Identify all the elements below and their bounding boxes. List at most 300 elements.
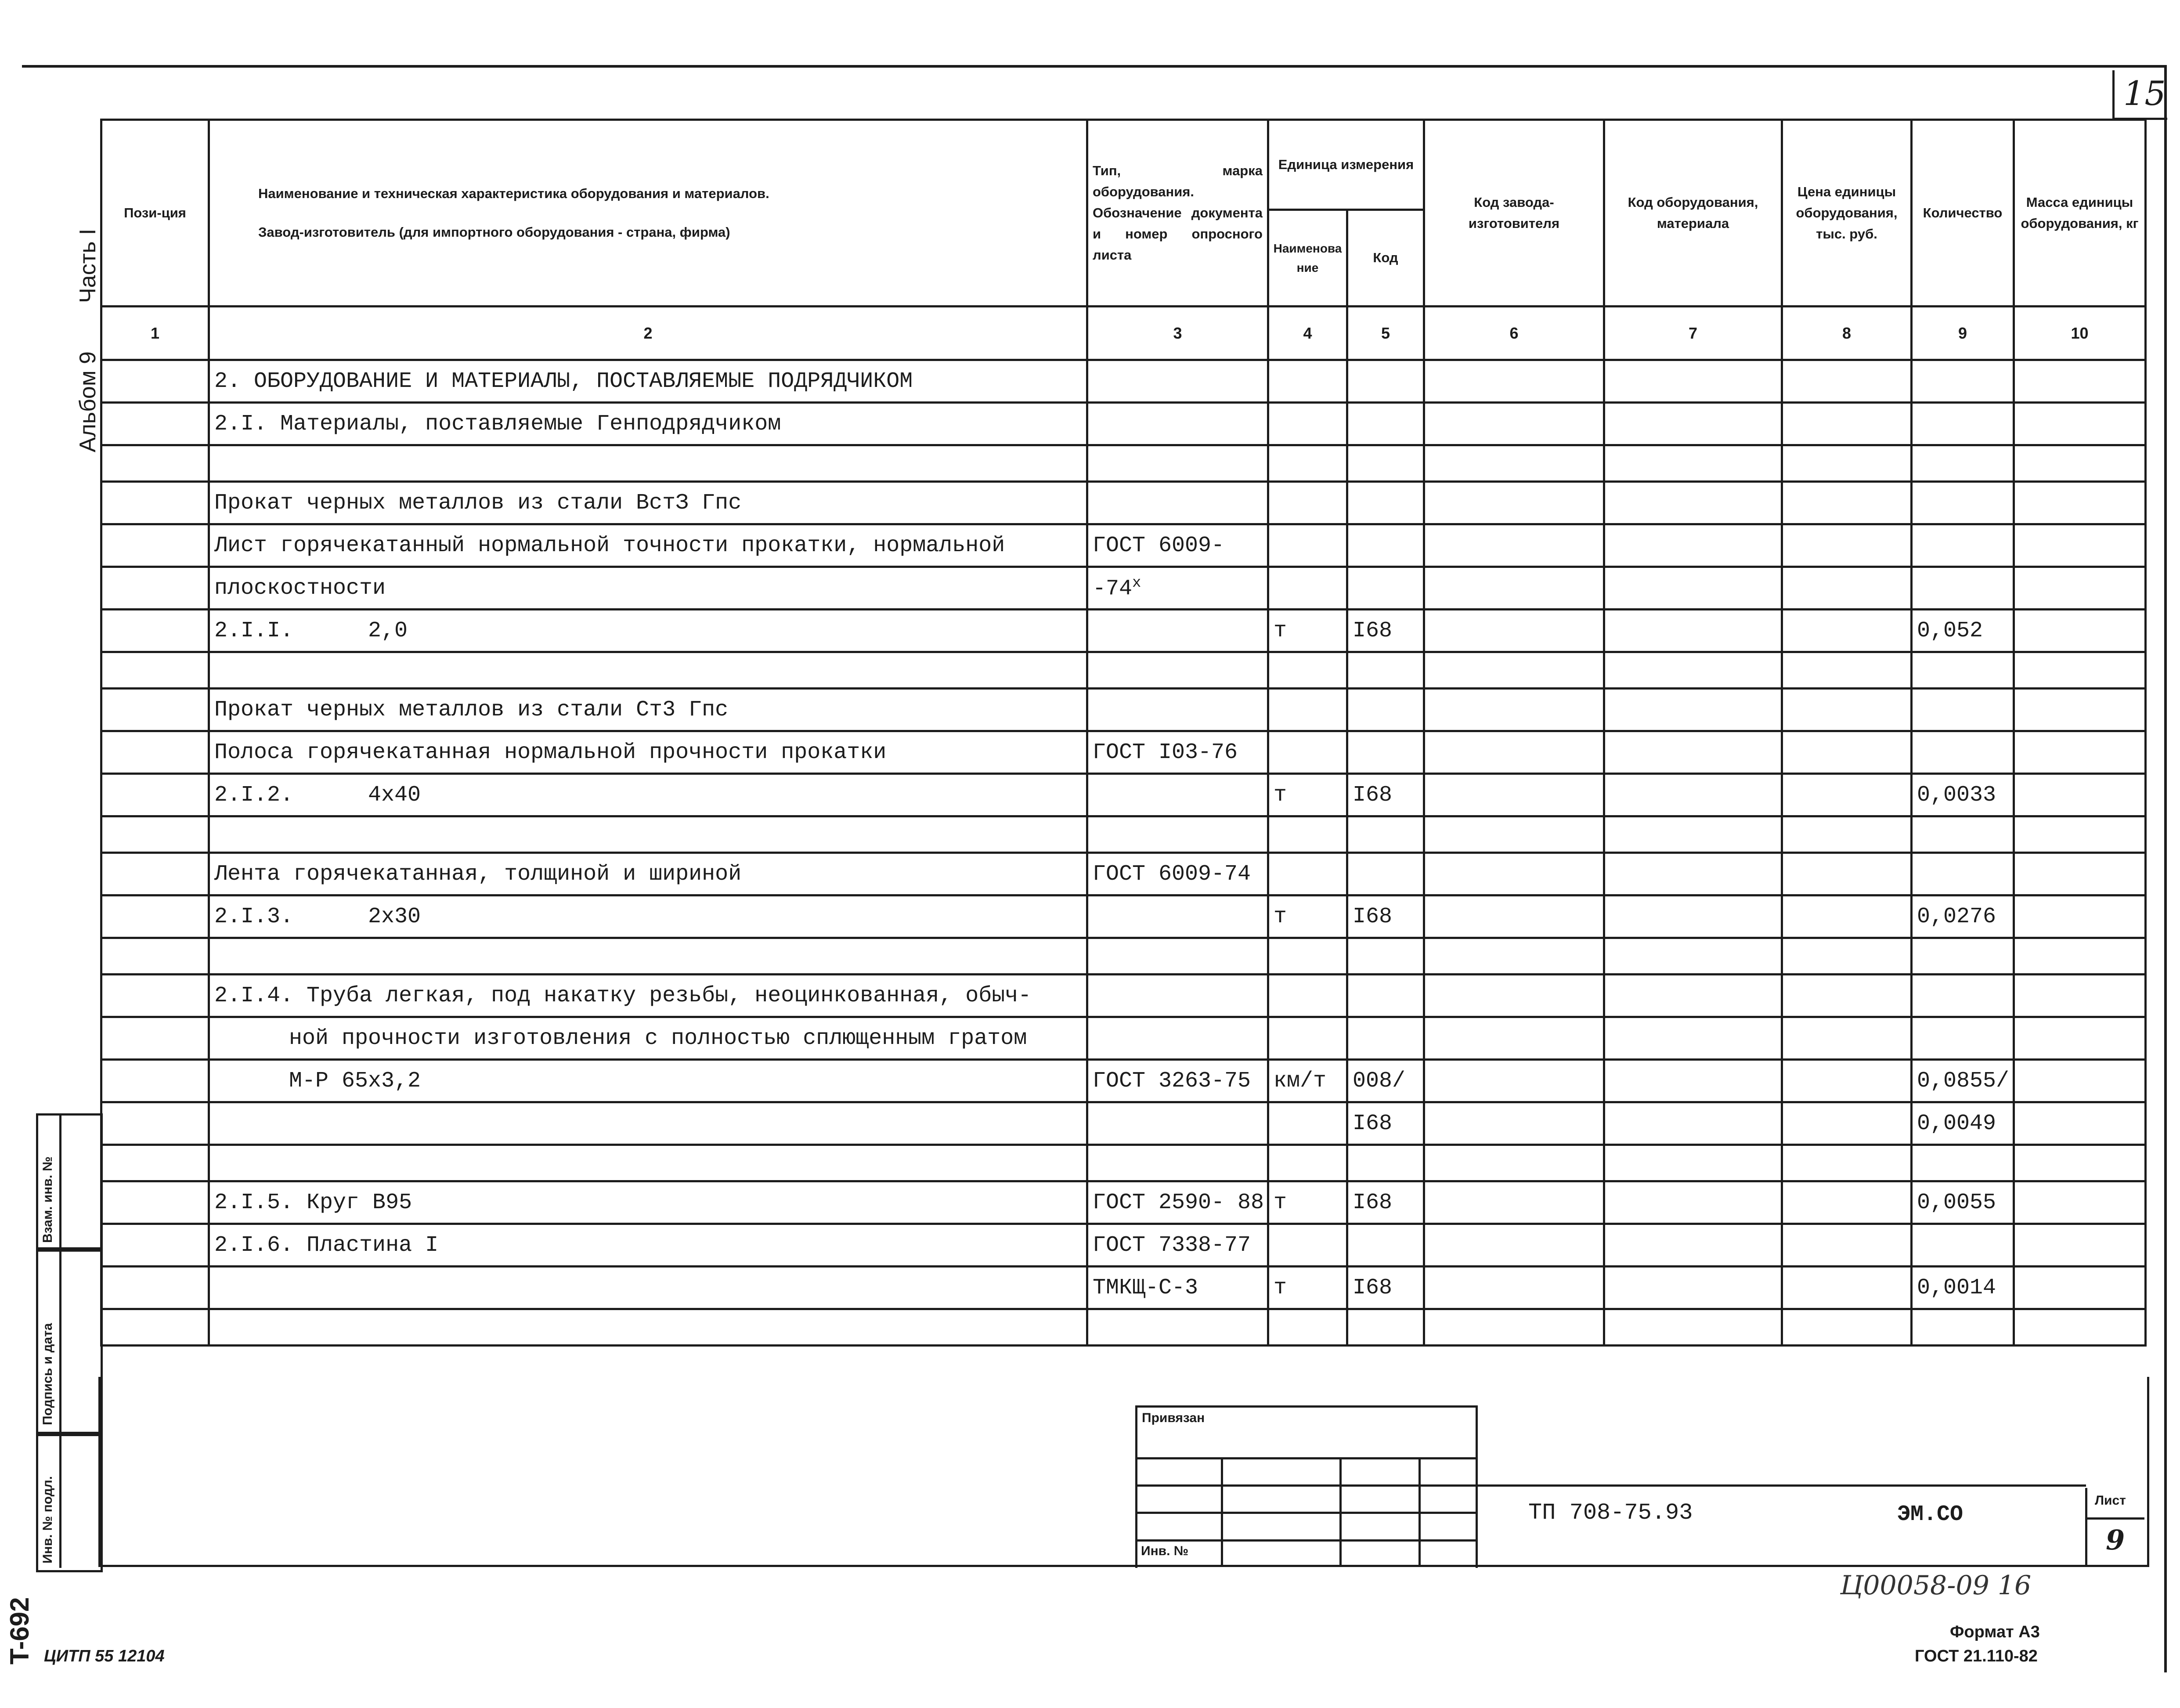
cell-type-document xyxy=(1087,524,1268,567)
cell-position xyxy=(101,567,209,610)
cell-position xyxy=(101,1181,209,1224)
cell-factory-code xyxy=(1424,1060,1604,1102)
cell-position xyxy=(101,774,209,816)
cell-mass xyxy=(2014,482,2146,524)
cell-quantity xyxy=(1912,689,2014,731)
cell-mass xyxy=(2014,731,2146,774)
cell-quantity: 0,0014 xyxy=(1912,1267,2014,1309)
cell-position xyxy=(101,1145,209,1181)
cell-type-document xyxy=(1087,975,1268,1017)
header-col3: Тип, марка оборудования. Обозначение документа и номер опросного листа xyxy=(1087,120,1268,307)
document-mark: ЭМ.СО xyxy=(1897,1502,1963,1527)
sheet-number: 9 xyxy=(2106,1524,2125,1556)
privyazan-hline xyxy=(1135,1484,1476,1487)
cell-equipment-code xyxy=(1604,610,1782,652)
cell-position xyxy=(101,524,209,567)
cell-quantity xyxy=(1912,731,2014,774)
table-row xyxy=(101,975,2146,1017)
cell-mass xyxy=(2014,689,2146,731)
cell-type-document xyxy=(1087,1181,1268,1224)
column-number: 6 xyxy=(1424,307,1604,360)
cell-unit-code xyxy=(1347,360,1424,403)
cell-mass xyxy=(2014,853,2146,896)
cell-quantity: 0,0033 xyxy=(1912,774,2014,816)
cell-type-document xyxy=(1087,853,1268,896)
cell-equipment-code xyxy=(1604,816,1782,853)
cell-unit-name xyxy=(1268,524,1347,567)
cell-factory-code xyxy=(1424,774,1604,816)
cell-unit-code: I68 xyxy=(1347,1181,1424,1224)
cell-position xyxy=(101,1060,209,1102)
cell-price xyxy=(1782,1017,1912,1060)
cell-mass xyxy=(2014,1224,2146,1267)
cell-equipment-code xyxy=(1604,652,1782,689)
cell-factory-code xyxy=(1424,1145,1604,1181)
cell-description xyxy=(209,1224,1087,1267)
cell-mass xyxy=(2014,975,2146,1017)
cell-unit-code: I68 xyxy=(1347,896,1424,938)
cell-equipment-code xyxy=(1604,1181,1782,1224)
cell-mass xyxy=(2014,1309,2146,1346)
cell-position xyxy=(101,482,209,524)
cell-description xyxy=(209,689,1087,731)
cell-equipment-code xyxy=(1604,731,1782,774)
type-text: ГОСТ 6009- xyxy=(1093,533,1225,558)
header-col2-line2: Завод-изготовитель (для импортного оборудования - страна, фирма) xyxy=(258,224,730,240)
cell-factory-code xyxy=(1424,403,1604,445)
cell-type-document xyxy=(1087,1267,1268,1309)
position-code: 2.I.3. xyxy=(214,904,294,929)
cell-factory-code xyxy=(1424,652,1604,689)
cell-description xyxy=(209,1145,1087,1181)
side-code: T-692 xyxy=(5,1597,34,1665)
cell-unit-name xyxy=(1268,652,1347,689)
cell-description xyxy=(209,1017,1087,1060)
stamp-divider xyxy=(59,1113,61,1568)
cell-factory-code xyxy=(1424,975,1604,1017)
cell-unit-name xyxy=(1268,975,1347,1017)
description-text: Прокат черных металлов из стали ВстЗ Гпс xyxy=(214,490,742,516)
cell-equipment-code xyxy=(1604,938,1782,975)
cell-unit-code xyxy=(1347,1224,1424,1267)
cell-description xyxy=(209,975,1087,1017)
cell-equipment-code xyxy=(1604,403,1782,445)
description-text: 2. ОБОРУДОВАНИЕ И МАТЕРИАЛЫ, ПОСТАВЛЯЕМЫЕ ПОДРЯДЧИКОМ xyxy=(214,368,913,394)
cell-equipment-code xyxy=(1604,360,1782,403)
cell-type-document xyxy=(1087,567,1268,610)
cell-description xyxy=(209,1060,1087,1102)
cell-position xyxy=(101,816,209,853)
cell-position xyxy=(101,689,209,731)
cell-description xyxy=(209,816,1087,853)
cell-equipment-code xyxy=(1604,1060,1782,1102)
description-text: Лист горячекатанный нормальной точности прокатки, нормальной xyxy=(214,533,1005,558)
cell-unit-code: I68 xyxy=(1347,1267,1424,1309)
header-col1: Пози-ция xyxy=(101,120,209,307)
cell-description xyxy=(209,853,1087,896)
header-unit-group: Единица измерения xyxy=(1268,120,1424,210)
type-text: -74 xyxy=(1093,576,1133,602)
cell-equipment-code xyxy=(1604,1309,1782,1346)
bottom-left-code: ЦИТП 55 12104 xyxy=(44,1647,165,1665)
column-number: 9 xyxy=(1912,307,2014,360)
table-row xyxy=(101,567,2146,610)
cell-position xyxy=(101,403,209,445)
description-text: 2.I.4. Труба легкая, под накатку резьбы, неоцинкованная, обыч- xyxy=(214,983,1032,1008)
table-row xyxy=(101,1102,2146,1145)
cell-position xyxy=(101,445,209,482)
cell-type-document xyxy=(1087,774,1268,816)
cell-type-document xyxy=(1087,816,1268,853)
cell-unit-name xyxy=(1268,360,1347,403)
position-code: 2.I.I. xyxy=(214,618,294,643)
cell-mass xyxy=(2014,567,2146,610)
cell-unit-name: т xyxy=(1268,1267,1347,1309)
cell-price xyxy=(1782,1102,1912,1145)
description-text: 2.I. Материалы, поставляемые Генподрядчиком xyxy=(214,411,781,437)
cell-mass xyxy=(2014,524,2146,567)
cell-description xyxy=(209,1309,1087,1346)
specification-body xyxy=(101,360,2146,1346)
cell-unit-code xyxy=(1347,524,1424,567)
cell-equipment-code xyxy=(1604,896,1782,938)
sheet-right-border xyxy=(2164,65,2167,1672)
cell-factory-code xyxy=(1424,689,1604,731)
cell-price xyxy=(1782,567,1912,610)
type-text: ГОСТ 6009-74 xyxy=(1093,861,1251,887)
privyazan-hline xyxy=(1135,1539,1476,1542)
cell-unit-code xyxy=(1347,731,1424,774)
column-number: 5 xyxy=(1347,307,1424,360)
cell-price xyxy=(1782,360,1912,403)
cell-position xyxy=(101,610,209,652)
cell-unit-name xyxy=(1268,1309,1347,1346)
cell-unit-name xyxy=(1268,853,1347,896)
cell-description xyxy=(209,1181,1087,1224)
cell-factory-code xyxy=(1424,610,1604,652)
description-text: Прокат черных металлов из стали Ст3 Гпс xyxy=(214,697,729,722)
table-row xyxy=(101,403,2146,445)
table-row xyxy=(101,1060,2146,1102)
table-row xyxy=(101,445,2146,482)
table-row xyxy=(101,610,2146,652)
cell-price xyxy=(1782,1267,1912,1309)
cell-unit-name xyxy=(1268,445,1347,482)
cell-price xyxy=(1782,482,1912,524)
cell-unit-name xyxy=(1268,567,1347,610)
cell-position xyxy=(101,853,209,896)
column-number: 1 xyxy=(101,307,209,360)
cell-type-document xyxy=(1087,1224,1268,1267)
cell-factory-code xyxy=(1424,1017,1604,1060)
header-col8: Цена единицы оборудования, тыс. руб. xyxy=(1782,120,1912,307)
cell-equipment-code xyxy=(1604,689,1782,731)
cell-quantity: 0,0049 xyxy=(1912,1102,2014,1145)
cell-quantity xyxy=(1912,524,2014,567)
cell-equipment-code xyxy=(1604,1224,1782,1267)
cell-unit-name: т xyxy=(1268,610,1347,652)
cell-quantity: 0,0276 xyxy=(1912,896,2014,938)
cell-description xyxy=(209,731,1087,774)
cell-price xyxy=(1782,524,1912,567)
stamp-label-inv: Инв. № подл. xyxy=(40,1476,55,1564)
cell-price xyxy=(1782,975,1912,1017)
cell-quantity: 0,0855/ xyxy=(1912,1060,2014,1102)
description-text: 2,0 xyxy=(368,618,408,643)
cell-mass xyxy=(2014,896,2146,938)
cell-position xyxy=(101,1102,209,1145)
side-title-part: Часть I xyxy=(75,228,101,303)
privyazan-vline xyxy=(1339,1457,1342,1565)
cell-quantity xyxy=(1912,816,2014,853)
cell-description xyxy=(209,403,1087,445)
cell-factory-code xyxy=(1424,896,1604,938)
cell-factory-code xyxy=(1424,360,1604,403)
table-row xyxy=(101,731,2146,774)
cell-mass xyxy=(2014,360,2146,403)
cell-position xyxy=(101,1309,209,1346)
table-row xyxy=(101,774,2146,816)
cell-quantity xyxy=(1912,1145,2014,1181)
type-superscript: x xyxy=(1132,574,1141,592)
type-text: ГОСТ 3263-75 xyxy=(1093,1068,1251,1094)
table-row xyxy=(101,689,2146,731)
cell-quantity xyxy=(1912,445,2014,482)
header-col5: Код xyxy=(1347,210,1424,307)
cell-price xyxy=(1782,1224,1912,1267)
cell-type-document xyxy=(1087,610,1268,652)
description-text: ной прочности изготовления с полностью сплющенным гратом xyxy=(289,1026,1027,1051)
cell-factory-code xyxy=(1424,816,1604,853)
cell-price xyxy=(1782,1060,1912,1102)
cell-unit-name xyxy=(1268,689,1347,731)
cell-unit-name: т xyxy=(1268,774,1347,816)
cell-unit-name: т xyxy=(1268,1181,1347,1224)
cell-price xyxy=(1782,1181,1912,1224)
column-number: 10 xyxy=(2014,307,2146,360)
cell-mass xyxy=(2014,1102,2146,1145)
cell-position xyxy=(101,1224,209,1267)
table-row xyxy=(101,482,2146,524)
description-text: 2x30 xyxy=(368,904,421,929)
cell-position xyxy=(101,731,209,774)
privyazan-label: Привязан xyxy=(1142,1411,1205,1425)
cell-unit-code xyxy=(1347,482,1424,524)
cell-type-document xyxy=(1087,938,1268,975)
table-row xyxy=(101,896,2146,938)
cell-price xyxy=(1782,774,1912,816)
header-col9: Количество xyxy=(1912,120,2014,307)
cell-mass xyxy=(2014,445,2146,482)
cell-unit-name xyxy=(1268,816,1347,853)
cell-factory-code xyxy=(1424,731,1604,774)
cell-unit-code xyxy=(1347,1309,1424,1346)
cell-equipment-code xyxy=(1604,567,1782,610)
description-text: 2.I.5. Круг В95 xyxy=(214,1190,412,1215)
cell-unit-name: км/т xyxy=(1268,1060,1347,1102)
type-text: ГОСТ 7338-77 xyxy=(1093,1232,1251,1258)
side-title-album: Альбом 9 xyxy=(75,351,101,452)
inv-no-label: Инв. № xyxy=(1141,1544,1189,1558)
cell-quantity xyxy=(1912,1017,2014,1060)
cell-unit-name xyxy=(1268,1102,1347,1145)
header-col4: Наименование xyxy=(1268,210,1347,307)
table-row xyxy=(101,360,2146,403)
cell-description xyxy=(209,1102,1087,1145)
cell-price xyxy=(1782,689,1912,731)
cell-factory-code xyxy=(1424,853,1604,896)
document-code: ТП 708-75.93 xyxy=(1528,1500,1693,1526)
cell-equipment-code xyxy=(1604,1102,1782,1145)
cell-equipment-code xyxy=(1604,445,1782,482)
cell-description xyxy=(209,774,1087,816)
cell-price xyxy=(1782,731,1912,774)
type-text: ГОСТ I03-76 xyxy=(1093,740,1238,765)
cell-unit-code xyxy=(1347,975,1424,1017)
cell-unit-code xyxy=(1347,567,1424,610)
sheet-number-divider xyxy=(2085,1517,2144,1520)
cell-unit-code xyxy=(1347,689,1424,731)
cell-equipment-code xyxy=(1604,853,1782,896)
header-col2 xyxy=(209,120,1087,307)
table-row xyxy=(101,1181,2146,1224)
cell-price xyxy=(1782,896,1912,938)
cell-unit-code: I68 xyxy=(1347,610,1424,652)
cell-type-document xyxy=(1087,1017,1268,1060)
format-label: Формат А3 xyxy=(1950,1623,2040,1641)
cell-description xyxy=(209,896,1087,938)
cell-quantity: 0,052 xyxy=(1912,610,2014,652)
table-row xyxy=(101,652,2146,689)
cell-quantity xyxy=(1912,360,2014,403)
table-row xyxy=(101,1267,2146,1309)
description-text: М-Р 65x3,2 xyxy=(289,1068,421,1094)
cell-unit-name: т xyxy=(1268,896,1347,938)
cell-unit-code xyxy=(1347,1017,1424,1060)
gost-label: ГОСТ 21.110-82 xyxy=(1915,1647,2038,1665)
cell-factory-code xyxy=(1424,482,1604,524)
cell-unit-code xyxy=(1347,816,1424,853)
cell-description xyxy=(209,610,1087,652)
cell-price xyxy=(1782,445,1912,482)
description-text: плоскостности xyxy=(214,575,386,601)
table-row xyxy=(101,1017,2146,1060)
cell-unit-code xyxy=(1347,938,1424,975)
cell-price xyxy=(1782,853,1912,896)
cell-equipment-code xyxy=(1604,1267,1782,1309)
cell-unit-name xyxy=(1268,731,1347,774)
cell-type-document xyxy=(1087,403,1268,445)
cell-price xyxy=(1782,403,1912,445)
cell-type-document xyxy=(1087,445,1268,482)
header-col7: Код оборудования, материала xyxy=(1604,120,1782,307)
cell-price xyxy=(1782,816,1912,853)
cell-equipment-code xyxy=(1604,975,1782,1017)
cell-unit-code: I68 xyxy=(1347,1102,1424,1145)
cell-price xyxy=(1782,1309,1912,1346)
privyazan-hline xyxy=(1135,1512,1476,1514)
cell-unit-name xyxy=(1268,1017,1347,1060)
cell-position xyxy=(101,652,209,689)
cell-quantity xyxy=(1912,938,2014,975)
bottom-frame xyxy=(98,1377,2149,1567)
description-text: 4x40 xyxy=(368,782,421,808)
table-row xyxy=(101,938,2146,975)
cell-equipment-code xyxy=(1604,1145,1782,1181)
cell-factory-code xyxy=(1424,1181,1604,1224)
cell-price xyxy=(1782,938,1912,975)
archive-number: Ц00058-09 16 xyxy=(1840,1570,2032,1601)
header-col10: Масса единицы оборудования, кг xyxy=(2014,120,2146,307)
cell-equipment-code xyxy=(1604,524,1782,567)
cell-unit-code xyxy=(1347,853,1424,896)
stamp-label-vzam: Взам. инв. № xyxy=(40,1156,55,1243)
cell-unit-name xyxy=(1268,938,1347,975)
header-col6: Код завода-изготовителя xyxy=(1424,120,1604,307)
column-number: 2 xyxy=(209,307,1087,360)
corner-number: 15 xyxy=(2123,74,2166,113)
cell-price xyxy=(1782,652,1912,689)
cell-price xyxy=(1782,1145,1912,1181)
cell-position xyxy=(101,1017,209,1060)
cell-description xyxy=(209,360,1087,403)
privyazan-vline xyxy=(1418,1457,1421,1565)
privyazan-hline xyxy=(1135,1457,1476,1459)
cell-factory-code xyxy=(1424,1102,1604,1145)
type-text: ТМКЩ-С-3 xyxy=(1093,1275,1198,1300)
cell-mass xyxy=(2014,610,2146,652)
column-number: 8 xyxy=(1782,307,1912,360)
cell-type-document xyxy=(1087,731,1268,774)
description-text: Полоса горячекатанная нормальной прочности прокатки xyxy=(214,740,887,765)
cell-factory-code xyxy=(1424,1309,1604,1346)
cell-description xyxy=(209,567,1087,610)
table-row xyxy=(101,1309,2146,1346)
cell-type-document xyxy=(1087,1145,1268,1181)
privyazan-vline xyxy=(1221,1457,1223,1565)
title-block-hline xyxy=(1473,1484,2086,1487)
cell-quantity xyxy=(1912,975,2014,1017)
cell-mass xyxy=(2014,1017,2146,1060)
cell-mass xyxy=(2014,1060,2146,1102)
sheet-label: Лист xyxy=(2095,1493,2126,1508)
cell-quantity xyxy=(1912,1309,2014,1346)
cell-factory-code xyxy=(1424,524,1604,567)
cell-mass xyxy=(2014,403,2146,445)
table-row xyxy=(101,524,2146,567)
cell-mass xyxy=(2014,1267,2146,1309)
cell-factory-code xyxy=(1424,445,1604,482)
cell-unit-name xyxy=(1268,482,1347,524)
cell-unit-name xyxy=(1268,403,1347,445)
cell-position xyxy=(101,896,209,938)
cell-type-document xyxy=(1087,1060,1268,1102)
cell-factory-code xyxy=(1424,567,1604,610)
specification-table xyxy=(100,119,2147,1347)
column-number: 4 xyxy=(1268,307,1347,360)
table-row xyxy=(101,816,2146,853)
cell-type-document xyxy=(1087,689,1268,731)
cell-description xyxy=(209,938,1087,975)
cell-unit-name xyxy=(1268,1224,1347,1267)
cell-description xyxy=(209,524,1087,567)
cell-mass xyxy=(2014,938,2146,975)
table-row xyxy=(101,853,2146,896)
cell-equipment-code xyxy=(1604,482,1782,524)
cell-position xyxy=(101,360,209,403)
cell-description xyxy=(209,482,1087,524)
cell-factory-code xyxy=(1424,1224,1604,1267)
